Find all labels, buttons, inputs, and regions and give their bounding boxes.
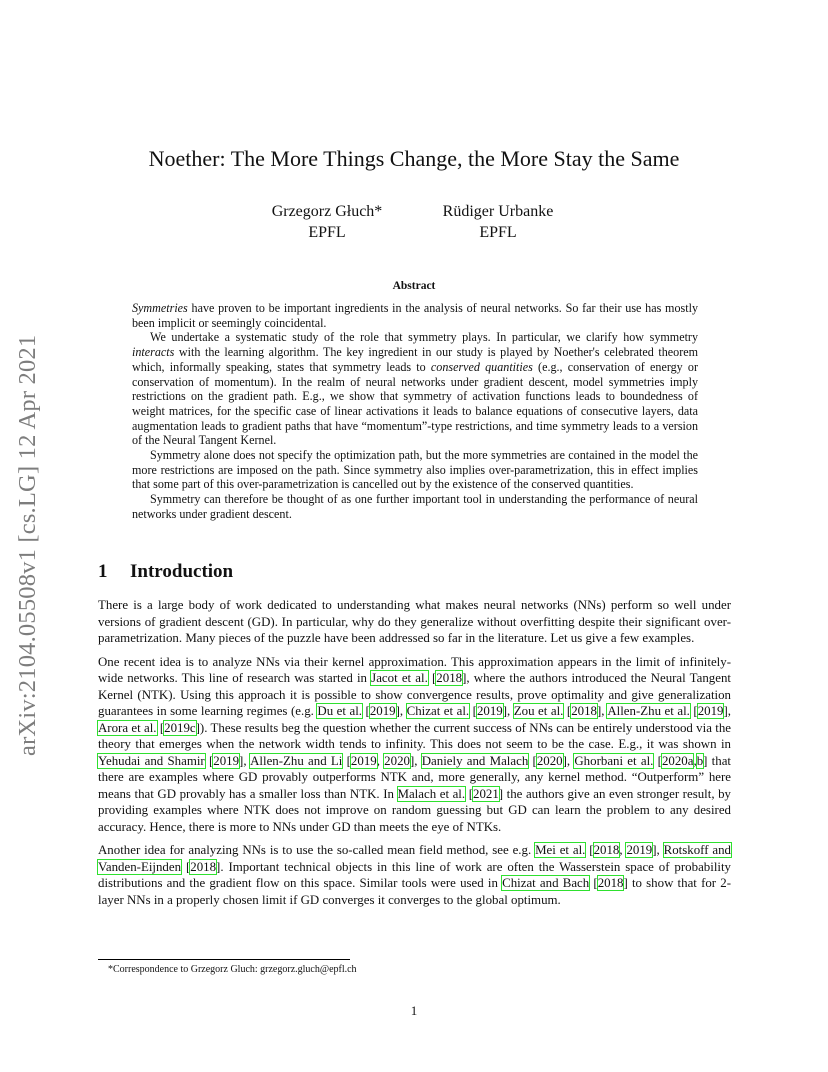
text: ], [597, 704, 608, 718]
section-title: Introduction [130, 561, 234, 582]
citation-link[interactable]: 2020 [536, 753, 563, 768]
author-2-affiliation: EPFL [479, 224, 517, 241]
text: , [376, 753, 385, 768]
author-1-affiliation: EPFL [308, 224, 346, 241]
citation-link[interactable]: Zou et al. [513, 704, 564, 718]
text: ], [723, 704, 731, 718]
citation-link[interactable]: 2018 [190, 859, 217, 874]
abstract-text: have proven to be important ingredients in the analysis of neural networks. So far their use has mostly been implicit or seemingly coincidental. [132, 301, 698, 330]
text: ], [239, 753, 251, 768]
citation-link[interactable]: 2019 [369, 704, 396, 718]
text: , [693, 753, 697, 768]
citation-link[interactable]: 2019 [213, 753, 240, 768]
author-1-name: Grzegorz Głuch* [271, 203, 383, 220]
citation-link[interactable]: Arora et al. [98, 720, 157, 735]
introduction-body [98, 597, 731, 915]
citation-link[interactable]: 2020a [661, 753, 694, 768]
citation-link[interactable]: 2019 [626, 843, 653, 857]
abstract-text: (e.g., conservation of energy or conservation of momentum). In the realm of neural networks under gradient descent, model symmetries imply restrictions on the gradient path. E.g., we show that symmetry of activation functions leads to boundedness of weight matrices, for the specific case of linear activations it leads to balance equations of consecutive layers, data augmentation leads to gradient paths that have “momentum”-type restrictions, and time symmetry leads to a version of the Neural Tangent Kernel. [132, 359, 698, 448]
paragraph-2 [98, 654, 731, 836]
citation-link[interactable]: 2018 [571, 704, 597, 718]
text: ], where the authors introduced the Neural Tangent Kernel (NTK). Using this approach it is possible to show convergence results, prove optimality and give generalization guarantees in some learning regimes (e.g. [98, 671, 731, 718]
author-2-name: Rüdiger Urbanke [442, 203, 554, 220]
text: ] to show that for 2-layer NNs in a properly chosen limit if GD converges it converges to the global optimum. [98, 876, 732, 907]
text: , [619, 843, 627, 857]
author-1 [262, 201, 392, 243]
text: [ [342, 753, 351, 768]
citation-link[interactable]: Ghorbani et al. [574, 753, 654, 768]
citation-link[interactable]: 2019c [164, 720, 196, 735]
abstract-emphasis: conserved quantities [430, 359, 533, 374]
text: [ [469, 704, 477, 718]
citation-link[interactable]: Allen-Zhu and Li [250, 753, 343, 768]
citation-link[interactable]: 2019 [697, 704, 724, 718]
citation-link[interactable]: Du et al. [317, 704, 363, 718]
citation-link[interactable]: 2019 [476, 704, 503, 718]
text: ], [409, 753, 422, 768]
citation-link[interactable]: 2021 [473, 786, 499, 801]
text: ], [395, 704, 407, 718]
text: [ [528, 753, 537, 768]
citation-link[interactable]: Jacot et al. [371, 671, 428, 685]
abstract-paragraph-1 [132, 301, 698, 330]
citation-link[interactable]: b [696, 753, 704, 768]
paper-title: Noether: The More Things Change, the More Stay the Same [148, 146, 680, 171]
text: [ [689, 704, 698, 718]
citation-link[interactable]: Chizat and Bach [502, 876, 590, 890]
text: ]. Important technical objects in this line of work are often the Wasserstein space of probability distributions and the gradient flow on this space. Similar tools were used in [98, 859, 732, 890]
citation-link[interactable]: Rotskoff and Vanden-Eijnden [98, 843, 731, 874]
text: ], [652, 843, 664, 857]
section-number: 1 [98, 561, 108, 582]
text: ] the authors give an even stronger result, by providing examples where NTK does not improve on random guessing but GD can learn the problem to any desired accuracy. Hence, there is more to NNs under GD than meets the eye of NTKs. [98, 786, 731, 834]
citation-link[interactable]: 2018 [593, 843, 620, 857]
citation-link[interactable]: Daniely and Malach [421, 753, 529, 768]
text: [ [181, 859, 191, 874]
citation-link[interactable]: 2018 [597, 876, 624, 890]
section-heading [98, 561, 233, 583]
abstract-emphasis: Symmetries [132, 301, 188, 315]
citation-link[interactable]: Malach et al. [397, 786, 466, 801]
citation-link[interactable]: Chizat et al. [406, 704, 470, 718]
abstract-paragraph-2 [132, 330, 698, 448]
citation-link[interactable]: 2019 [350, 753, 377, 768]
citation-link[interactable]: Yehudai and Shamir [98, 753, 205, 768]
footnote: *Correspondence to Grzegorz Gluch: grzegorz.gluch@epfl.ch [108, 964, 357, 975]
text: ] that there are examples where GD provably outperforms NTK and, more generally, any kernel method. “Outperform” here means that GD provably has a smaller loss than NTK. In [98, 753, 732, 801]
abstract-text: with the learning algorithm. The key ingredient in our study is played by Noether's celebrated theorem which, informally speaking, states that symmetry leads to [132, 345, 698, 374]
text: One recent idea is to analyze NNs via their kernel approximation. This approximation appears in the limit of infinitely-wide networks. This line of research was started in [98, 654, 731, 685]
abstract-paragraph-3: Symmetry alone does not specify the optimization path, but the more symmetries are contained in the model the more restrictions are imposed on the path. Since symmetry also implies over-parametrization, this in effect implies that some part of this over-parametrization is cancelled out by the existence of the conserved quantities. [132, 448, 698, 492]
text: [ [653, 753, 662, 768]
text: [ [563, 704, 572, 718]
text: [ [204, 753, 214, 768]
abstract-text: We undertake a systematic study of the role that symmetry plays. In particular, we clarify how symmetry [150, 330, 698, 345]
text: [ [156, 720, 165, 735]
paragraph-3 [98, 842, 731, 908]
page-number: 1 [410, 1003, 418, 1018]
text: ], [502, 704, 514, 718]
citation-link[interactable]: Allen-Zhu et al. [607, 704, 690, 718]
citation-link[interactable]: Mei et al. [535, 843, 586, 857]
text: ]). These results beg the question whether the current success of NNs can be entirely understood via the theory that emerges when the network width tends to infinity. This does not seem to be the case. E.g., it was shown in [98, 720, 731, 751]
abstract-emphasis: interacts [132, 345, 175, 360]
abstract-paragraph-4: Symmetry can therefore be thought of as one further important tool in understanding the performance of neural networks under gradient descent. [132, 492, 698, 521]
citation-link[interactable]: 2020 [384, 753, 410, 768]
text: Another idea for analyzing NNs is to use the so-called mean field method, see e.g. [98, 843, 536, 857]
text: ], [562, 753, 575, 768]
abstract [132, 301, 698, 522]
abstract-heading: Abstract [392, 280, 436, 292]
footnote-rule [98, 959, 350, 960]
text: [ [465, 786, 473, 801]
author-2 [430, 201, 566, 243]
text: [ [589, 876, 598, 890]
arxiv-identifier: arXiv:2104.05508v1 [cs.LG] 12 Apr 2021 [14, 334, 41, 756]
citation-link[interactable]: 2018 [436, 671, 463, 685]
paragraph-1: There is a large body of work dedicated to understanding what makes neural networks (NNs) perform so well under versions of gradient descent (GD). In particular, why do they generalize without overfitting despite their significant over-parametrization. Many pieces of the puzzle have been addressed so far in the literature. Let us give a few examples. [98, 598, 731, 645]
text: [ [427, 671, 437, 685]
text: [ [585, 843, 594, 857]
text: [ [362, 704, 370, 718]
